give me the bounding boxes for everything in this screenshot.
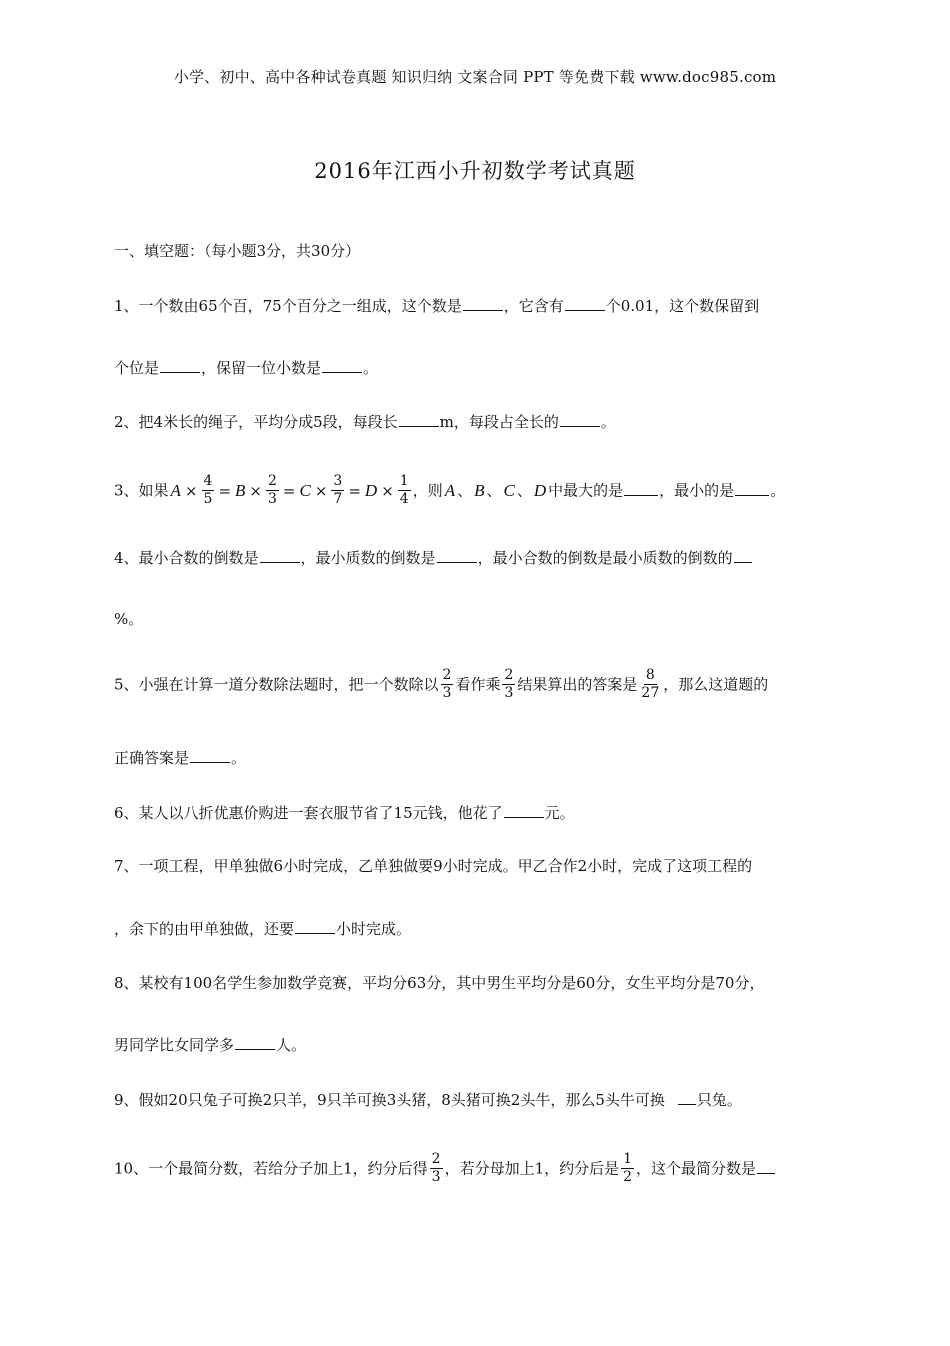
numerator: 1 (399, 473, 409, 489)
denominator: 2 (623, 1169, 633, 1185)
q7-text-c: 小时完成。 (336, 920, 412, 938)
question-1-line-2 (114, 356, 854, 379)
section-heading: 一、填空题：（每小题3分，共30分） (114, 242, 361, 260)
fraction (639, 667, 661, 702)
denominator: 7 (333, 491, 343, 507)
var-c: C (503, 480, 515, 500)
q7-text-b: ，余下的由甲单独做，还要 (114, 920, 295, 938)
times-sign: × (314, 481, 328, 500)
numerator: 2 (431, 1151, 441, 1167)
q3-text-c: ，最小的是 (659, 481, 735, 500)
var-d: D (533, 480, 547, 500)
q6-text-b: 元。 (544, 804, 575, 822)
times-sign: × (381, 481, 394, 500)
q5-text-c: 结果算出的答案是 (517, 675, 638, 694)
answer-blank[interactable] (322, 356, 362, 373)
q4-text-d: %。 (114, 610, 144, 628)
answer-blank[interactable] (463, 294, 503, 311)
answer-blank[interactable] (190, 746, 230, 763)
denominator: 27 (641, 685, 660, 701)
q4-text-c: ，最小合数的倒数是最小质数的倒数的 (477, 549, 733, 567)
q4-text-b: ，最小质数的倒数是 (300, 549, 436, 567)
q8-text-a: 8、某校有100名学生参加数学竞赛，平均分63分，其中男生平均分是60分，女生平均分是70分， (114, 974, 765, 992)
var-a: A (444, 480, 456, 500)
q9-text-a: 9、假如20只兔子可换2只羊，9只羊可换3头猪，8头猪可换2头牛，那么5头牛可换 (114, 1091, 665, 1109)
q1-text-b: ，它含有 (503, 297, 564, 315)
answer-blank[interactable] (504, 801, 544, 818)
q5-text-a: 5、小强在计算一道分数除法题时，把一个数除以 (114, 675, 439, 694)
answer-blank[interactable] (295, 917, 335, 934)
fraction (430, 1151, 443, 1186)
question-2 (114, 410, 854, 433)
question-8-line-1 (114, 972, 854, 994)
question-6 (114, 801, 854, 824)
page-title: 2016年江西小升初数学考试真题 (314, 159, 636, 183)
q6-text-a: 6、某人以八折优惠价购进一套衣服节省了15元钱，他花了 (114, 804, 503, 822)
answer-blank[interactable] (735, 479, 769, 496)
question-4-line-2 (114, 608, 854, 630)
q1-text-c: 个0.01，这个数保留到 (605, 297, 760, 315)
question-9 (114, 1088, 854, 1111)
answer-blank[interactable] (437, 546, 477, 563)
denominator: 3 (431, 1169, 441, 1185)
denominator: 5 (203, 491, 213, 507)
numerator: 2 (442, 667, 452, 683)
q4-text-a: 4、最小合数的倒数是 (114, 549, 259, 567)
fraction (331, 473, 344, 508)
equals-sign: = (282, 481, 296, 500)
q5-text-d: ，那么这道题的 (663, 675, 769, 694)
answer-blank[interactable] (565, 294, 605, 311)
times-sign: × (249, 481, 262, 500)
question-4-line-1 (114, 546, 854, 569)
denominator: 3 (267, 491, 277, 507)
answer-blank[interactable] (260, 546, 300, 563)
answer-blank[interactable] (560, 410, 600, 427)
question-7-line-2 (114, 917, 854, 940)
q8-text-c: 人。 (276, 1036, 307, 1054)
numerator: 3 (333, 473, 343, 489)
denominator: 4 (399, 491, 409, 507)
q5-text-e: 正确答案是 (114, 749, 190, 767)
equals-sign: = (218, 481, 232, 500)
separator: 、 (457, 481, 473, 500)
q3-mid: ，则 (412, 481, 443, 500)
separator: 、 (486, 481, 502, 500)
q10-text-b: ，若分母加上1，约分后是 (444, 1159, 620, 1178)
q2-text-c: 。 (600, 413, 616, 431)
q1-text-a: 1、一个数由65个百，75个百分之一组成，这个数是 (114, 297, 462, 315)
question-5-line-1 (114, 668, 854, 703)
q5-text-f: 。 (231, 749, 247, 767)
question-10 (114, 1152, 854, 1187)
var-b: B (235, 480, 246, 500)
answer-blank[interactable] (678, 1088, 696, 1105)
fraction (398, 473, 411, 508)
answer-blank[interactable] (734, 546, 752, 563)
q2-text-a: 2、把4米长的绳子，平均分成5段，每段长 (114, 413, 398, 431)
q10-text-a: 10、一个最简分数，若给分子加上1，约分后得 (114, 1159, 428, 1178)
question-1-line-1 (114, 294, 854, 317)
question-5-line-2 (114, 746, 854, 769)
var-d: D (364, 480, 378, 500)
q9-text-b: 只兔。 (696, 1091, 742, 1109)
var-a: A (170, 480, 181, 500)
q10-text-c: ，这个最简分数是 (636, 1159, 757, 1178)
q3-text-b: 中最大的是 (548, 481, 624, 500)
fraction (502, 667, 515, 702)
fraction (266, 473, 279, 508)
fraction (202, 473, 215, 508)
denominator: 3 (442, 685, 452, 701)
answer-blank[interactable] (399, 410, 439, 427)
numerator: 1 (623, 1151, 633, 1167)
question-7-line-1 (114, 855, 854, 877)
question-8-line-2 (114, 1033, 854, 1056)
answer-blank[interactable] (160, 356, 200, 373)
question-3 (114, 474, 854, 509)
denominator: 3 (504, 685, 514, 701)
separator: 、 (516, 481, 532, 500)
q2-text-b: m，每段占全长的 (439, 413, 559, 431)
q8-text-b: 男同学比女同学多 (114, 1036, 235, 1054)
q7-text-a: 7、一项工程，甲单独做6小时完成，乙单独做要9小时完成。甲乙合作2小时，完成了这项工程的 (114, 857, 753, 875)
numerator: 2 (504, 667, 514, 683)
page-header-watermark: 小学、初中、高中各种试卷真题 知识归纳 文案合同 PPT 等免费下载 www.doc985.com (173, 68, 777, 86)
var-c: C (299, 480, 311, 500)
q1-text-d: 个位是 (114, 359, 160, 377)
q1-text-e: ，保留一位小数是 (201, 359, 322, 377)
fraction (441, 667, 454, 702)
q3-text-d: 。 (770, 481, 786, 500)
q5-text-b: 看作乘 (455, 675, 501, 694)
answer-blank[interactable] (235, 1033, 275, 1050)
q1-text-f: 。 (363, 359, 379, 377)
var-b: B (474, 480, 485, 500)
numerator: 2 (267, 473, 277, 489)
numerator: 8 (645, 667, 655, 683)
answer-blank[interactable] (624, 479, 658, 496)
answer-blank[interactable] (757, 1157, 775, 1174)
q3-prefix: 3、如果 (114, 481, 169, 500)
fraction (621, 1151, 634, 1186)
numerator: 4 (203, 473, 213, 489)
equals-sign: = (348, 481, 361, 500)
times-sign: × (184, 481, 198, 500)
